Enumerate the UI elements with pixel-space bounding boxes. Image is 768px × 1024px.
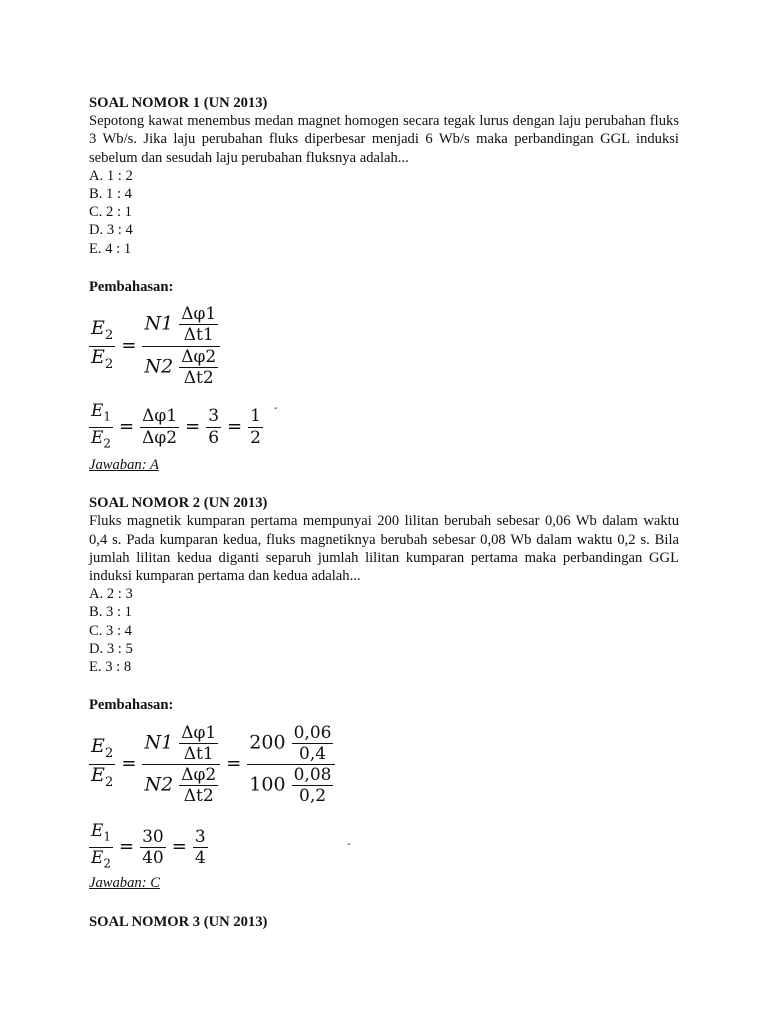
q2-equation-2: $\frac{E_1}{E_2}$ = $\frac{30}{40}$ = $\frac{3}{4}$ -	[89, 820, 679, 874]
q2-eq1-rhs: 200 $\frac{0,06}{0,4}$ 100 $\frac{0,08}{0,2}$	[247, 724, 335, 806]
q2-title: SOAL NOMOR 2 (UN 2013)	[89, 495, 268, 512]
q2-option-a: A. 2 : 3	[89, 586, 133, 603]
q1-title: SOAL NOMOR 1 (UN 2013)	[89, 95, 268, 111]
q1-equation-2: $\frac{E_1}{E_2}$ = $\frac{\Delta\varphi 1}{\Delta\varphi 2}$ = $\frac{3}{6}$ = $\frac{1}{2}$ -	[89, 400, 679, 454]
q1-option-a: A. 1 : 2	[89, 167, 133, 184]
q1-option-e: E. 4 : 1	[89, 240, 132, 257]
q1-option-b: B. 1 : 4	[89, 186, 132, 203]
q1-eq1-lhs: $\frac{E_2}{E_2}$	[91, 316, 114, 372]
q1-option-d: D. 3 : 4	[89, 222, 133, 239]
q1-discussion-label: Pembahasan:	[89, 278, 174, 295]
q2-option-b: B. 3 : 1	[89, 604, 132, 621]
q2-equation-1: $\frac{E_2}{E_2}$ = N1 $\frac{\Delta\varphi 1}{\Delta t1}$ N2 $\frac{\Delta\varphi 2}{\Delta t2}$ = 200 $\frac{0,06}{0,4}$ 100 $\frac{0,08}{0,2}$	[89, 716, 679, 812]
q1-options	[89, 167, 679, 258]
q2-option-d: D. 3 : 5	[89, 640, 133, 657]
q2-eq1-mid: N1 $\frac{\Delta\varphi 1}{\Delta t1}$ N2 $\frac{\Delta\varphi 2}{\Delta t2}$	[142, 724, 220, 806]
q2-text: Fluks magnetik kumparan pertama mempunyai 200 lilitan berubah sebesar 0,06 Wb dalam waktu 0,4 s. Pada kumparan kedua, fluks magnetiknya berubah sebesar 0,08 Wb dalam waktu 0,2 s. Bila jumlah lilitan kedua diganti separuh jumlah lilitan kumparan pertama maka perbandingan GGL induksi kumparan pertama dan kedua adalah...	[89, 513, 679, 585]
q1-option-c: C. 2 : 1	[89, 204, 132, 221]
q2-option-c: C. 3 : 4	[89, 622, 132, 639]
q1-answer: Jawaban: A	[89, 457, 159, 474]
q1-eq2-lhs: $\frac{E_1}{E_2}$	[91, 400, 111, 450]
q2-option-e: E. 3 : 8	[89, 659, 132, 676]
q2-options	[89, 585, 679, 676]
q2-eq2-lhs: $\frac{E_1}{E_2}$	[91, 821, 111, 871]
q1-text: Sepotong kawat menembus medan magnet homogen secara tegak lurus dengan laju perubahan fluks 3 Wb/s. Jika laju perubahan fluks diperbesar menjadi 6 Wb/s maka perbandingan GGL induksi sebelum dan sesudah laju perubahan fluksnya adalah...	[89, 113, 679, 166]
q2-answer: Jawaban: C	[89, 875, 160, 892]
q3-title: SOAL NOMOR 3 (UN 2013)	[89, 913, 268, 930]
q2-eq1-lhs: $\frac{E_2}{E_2}$	[91, 734, 114, 790]
document-page	[89, 94, 679, 931]
q2-discussion-label: Pembahasan:	[89, 697, 174, 714]
q1-eq1-rhs: N1 $\frac{\Delta\varphi 1}{\Delta t1}$ N2 $\frac{\Delta\varphi 2}{\Delta t2}$	[142, 305, 220, 387]
q1-equation-1: $\frac{E_2}{E_2}$ = N1 $\frac{\Delta\varphi 1}{\Delta t1}$ N2 $\frac{\Delta\varphi 2}{\Delta t2}$	[89, 300, 679, 392]
